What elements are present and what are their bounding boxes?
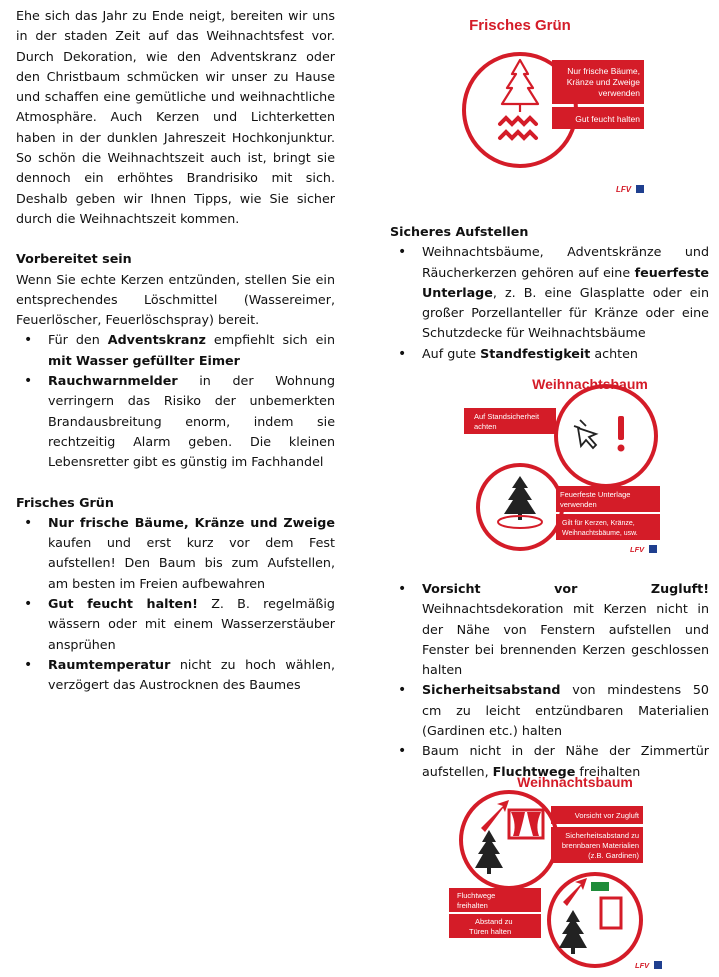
section-vorbereitet-list: [16, 330, 335, 472]
figure-title: Weihnachtsbaum: [517, 774, 633, 790]
section-aufstellen-list: [390, 242, 709, 364]
right-column-bottom: [390, 579, 709, 782]
label-text: Vorsicht vor Zugluft: [574, 811, 639, 820]
label-text: brennbaren Materialien: [561, 841, 639, 850]
exclamation-icon: [618, 416, 625, 452]
label-text: Sicherheitsabstand zu: [565, 831, 639, 840]
label-text: Gut feucht halten: [575, 114, 640, 124]
label-text: Nur frische Bäume,: [567, 66, 640, 76]
christmas-tree-icon: [504, 476, 536, 520]
label-text: freihalten: [457, 901, 488, 910]
label-text: Feuerfeste Unterlage: [560, 490, 631, 499]
label-text: verwenden: [598, 88, 640, 98]
label-text: Kränze und Zweige: [566, 77, 640, 87]
list-item: • Gut feucht halten! Z. B. regelmäßig wässern oder mit einem Wasserzerstäuber ansprühen: [16, 594, 335, 655]
left-column: [16, 6, 335, 696]
list-item: • Nur frische Bäume, Kränze und Zweige kaufen und erst kurz vor dem Fest aufstellen! Den Baum bis zum Aufstellen, am besten im Freien aufbewahren: [16, 513, 335, 594]
list-item: • Weihnachtsbäume, Adventskränze und Räucherkerzen gehören auf eine feuerfeste Unterlage, z. B. eine Glasplatte oder ein großer Porzellanteller für Kränze oder eine Schutzdecke für Weihnachtsbäume: [390, 242, 709, 343]
logo-mark: [654, 961, 662, 969]
diagonal-arrow-icon: [481, 800, 509, 832]
lfv-logo: LFV: [616, 185, 632, 194]
lfv-logo: LFV: [630, 545, 645, 554]
figure-title: Weihnachtsbaum: [532, 376, 648, 392]
intro-paragraph: Ehe sich das Jahr zu Ende neigt, bereiten wir uns in der staden Zeit auf das Weihnachtsfest vor. Durch Dekoration, wie den Adventskranz oder den Christbaum schmücken wir unser zu Hause und schaffen eine gemütliche und weihnachtliche Atmosphäre. Auch Kerzen und Lichterketten haben in der dunklen Jahreszeit Hochkonjunktur. So schön die Weihnachtszeit auch ist, bringt sie dennoch ein erhöhtes Brandrisiko mit sich. Deshalb geben wir Ihnen Tipps, wie Sie sicher durch die Weihnachtszeit kommen.: [16, 8, 335, 226]
list-item: • Auf gute Standfestigkeit achten: [390, 344, 709, 364]
section-vorbereitet-heading: Vorbereitet sein: [16, 251, 132, 267]
section-gruen-heading: Frisches Grün: [16, 494, 114, 510]
section-vorbereitet-text: Wenn Sie echte Kerzen entzünden, stellen Sie ein entsprechendes Löschmittel (Wassereimer, Feuerlöscher, Feuerlöschspray) bereit.: [16, 271, 335, 328]
water-wave-icon: [500, 118, 536, 138]
logo-mark: [649, 545, 657, 553]
circle-icon: [461, 792, 557, 888]
label-text: Türen halten: [469, 927, 512, 936]
label-text: Weihnachtsbäume, usw.: [562, 530, 638, 537]
list-item: • Raumtemperatur nicht zu hoch wählen, verzögert das Austrocknen des Baumes: [16, 655, 335, 696]
cursor-arrow-icon: [574, 420, 596, 448]
list-item: • Baum nicht in der Nähe der Zimmertür aufstellen, Fluchtwege freihalten: [390, 741, 709, 782]
label-text: verwenden: [560, 500, 597, 509]
lfv-logo: LFV: [635, 961, 650, 970]
label-text: Gilt für Kerzen, Kränze,: [562, 520, 635, 527]
figure-title: Frisches Grün: [469, 17, 571, 34]
fir-tree-icon: [502, 60, 538, 112]
christmas-tree-icon: [559, 910, 587, 954]
list-item: • Sicherheitsabstand von mindestens 50 cm zu leicht entzündbaren Materialien (Gardinen etc.) halten: [390, 680, 709, 741]
label-text: Auf Standsicherheit: [474, 412, 540, 421]
label-text: Abstand zu: [475, 917, 513, 926]
label-text: (z.B. Gardinen): [588, 851, 639, 860]
figure-weihnachtsbaum-1: [460, 372, 665, 558]
section-aufstellen-heading: Sicheres Aufstellen: [390, 224, 529, 239]
section-zugluft-list: [390, 579, 709, 782]
label-text: achten: [474, 422, 497, 431]
figure-weihnachtsbaum-2: [445, 770, 670, 972]
christmas-tree-icon: [475, 830, 503, 874]
list-item: • Vorsicht vor Zugluft! Weihnachtsdekoration mit Kerzen nicht in der Nähe von Fenstern aufstellen und Fenster bei brennenden Kerzen geschlossen halten: [390, 579, 709, 680]
label-text: Fluchtwege: [457, 891, 496, 900]
section-gruen-list: [16, 513, 335, 696]
window-curtain-icon: [509, 810, 543, 838]
door-icon: [601, 898, 621, 928]
circle-icon: [556, 386, 656, 486]
figure-frisches-gruen: [440, 8, 660, 198]
logo-mark: [636, 185, 644, 193]
right-column-top: [390, 222, 709, 364]
list-item: • Für den Adventskranz empfiehlt sich ein mit Wasser gefüllter Eimer: [16, 330, 335, 371]
exit-sign-icon: [591, 882, 609, 891]
list-item: • Rauchwarnmelder in der Wohnung verringern das Risiko der unbemerkten Brandausbreitung enorm, indem sie rechtzeitig Alarm geben. Die kleinen Lebensretter gibt es günstig im Fachhandel: [16, 371, 335, 472]
